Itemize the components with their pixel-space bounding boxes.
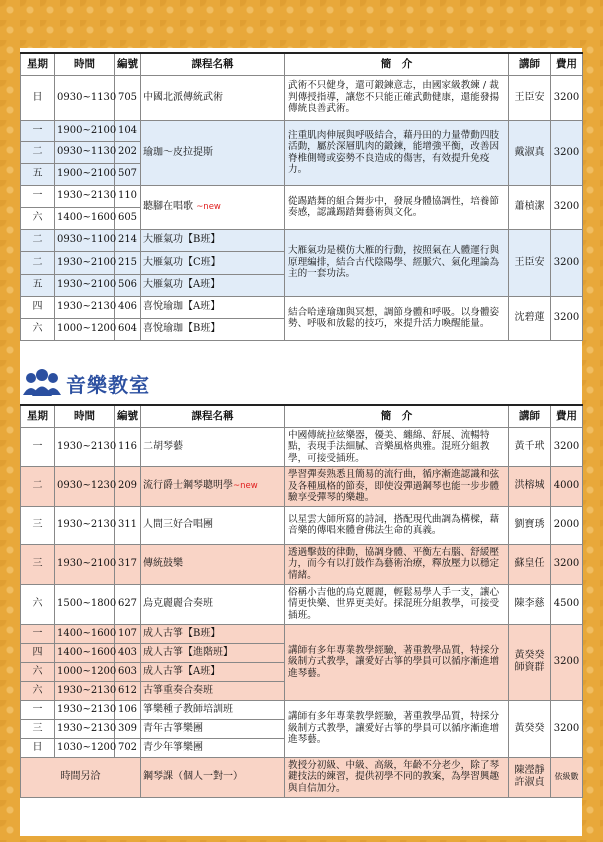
course-name: 鋼琴課（個人一對一） <box>141 757 285 797</box>
course-name: 箏樂種子教師培訓班 <box>141 700 285 719</box>
course-desc: 結合哈達瑜珈與冥想，調節身體和呼吸。以身體姿勢、呼吸和放鬆的技巧，來提升活力喚醒能量。 <box>285 296 509 340</box>
table-row: 一 1900~2100 104 瑜珈～皮拉提斯 注重肌肉伸展與呼吸結合，藉丹田的力量帶動四肢活動，屬於深層肌肉的鍛鍊，能增強平衡，改善因脊椎側彎或姿勢不良造成的傷害，有效提升免疫力。 戴淑真 3200 <box>21 120 583 141</box>
course-name: 喜悅瑜珈【B班】 <box>141 318 285 340</box>
course-name: 成人古箏【進階班】 <box>141 643 285 662</box>
table-row: 一 1930~2130 106 箏樂種子教師培訓班 講師有多年專業教學經驗，著重教學品質，特採分級制方式教學，讓愛好古箏的學員可以循序漸進增進琴藝。 黃癸癸 3200 <box>21 700 583 719</box>
fitness-table <box>20 52 583 341</box>
table-row: 日 1030~1200 702 青少年箏樂團 <box>21 738 583 757</box>
table-row: 六 1930~2130 612 古箏重奏合奏班 <box>21 681 583 700</box>
course-desc: 俗稱小吉他的烏克麗麗，輕鬆易學人手一支，讓心情更快樂、世界更美好。採混班分組教學，可接受插班。 <box>285 584 509 624</box>
fee: 3200 <box>551 700 583 757</box>
teacher: 洪榕城 <box>509 467 551 507</box>
header-course: 課程名稱 <box>141 405 285 427</box>
course-name: 青少年箏樂團 <box>141 738 285 757</box>
section-title-text: 音樂教室 <box>66 372 150 397</box>
header-desc: 簡 介 <box>285 405 509 427</box>
table-row: 三 1930~2130 309 青年古箏樂團 <box>21 719 583 738</box>
table-row: 六 1000~1200 603 成人古箏【A班】 <box>21 662 583 681</box>
fee: 依級數 <box>551 757 583 797</box>
teacher: 黃癸癸 師資群 <box>509 624 551 700</box>
teacher: 蘇皇任 <box>509 544 551 584</box>
course-name: 流行爵士鋼琴聰明學~new <box>141 467 285 507</box>
course-desc: 透過擊鼓的律動，協調身體、平衡左右腦、舒緩壓力，而今有以打鼓作為藝術治療，釋放壓力以穩定情緒。 <box>285 544 509 584</box>
table-row: 日 0930~1130 705 中國北派傳統武術 武術不只健身，還可鍛鍊意志，由國家級教練 / 裁判傳授指導，讓您不只能正確武動健康，還能發揚傳統良善武術。 王臣安 3200 <box>21 75 583 120</box>
header-teacher: 講師 <box>509 53 551 75</box>
new-badge: ~new <box>233 481 258 492</box>
music-section-title <box>22 368 150 398</box>
teacher: 劉寶琇 <box>509 506 551 544</box>
table-row: 五 1930~2100 506 大雁氣功【A班】 <box>21 274 583 296</box>
course-desc: 講師有多年專業教學經驗，著重教學品質，特採分級制方式教學，讓愛好古箏的學員可以循序漸進增進琴藝。 <box>285 700 509 757</box>
music-table <box>20 404 583 798</box>
course-desc: 武術不只健身，還可鍛鍊意志，由國家級教練 / 裁判傳授指導，讓您不只能正確武動健康，還能發揚傳統良善武術。 <box>285 75 509 120</box>
table-row: 四 1400~1600 403 成人古箏【進階班】 <box>21 643 583 662</box>
course-name: 中國北派傳統武術 <box>141 75 285 120</box>
teacher: 黃千玳 <box>509 427 551 467</box>
header-teacher: 講師 <box>509 405 551 427</box>
table-row: 三 1930~2100 317 傳統鼓樂 透過擊鼓的律動，協調身體、平衡左右腦、舒緩壓力，而今有以打鼓作為藝術治療，釋放壓力以穩定情緒。 蘇皇任 3200 <box>21 544 583 584</box>
course-desc: 從踢踏舞的組合舞步中，發展身體協調性，培養節奏感，認識踢踏舞藝術與文化。 <box>285 185 509 229</box>
teacher: 王臣安 <box>509 229 551 296</box>
course-desc: 以星雲大師所寫的詩詞，搭配現代曲調為構樑，藉音樂的傳唱來體會佛法生命的真義。 <box>285 506 509 544</box>
fee: 3200 <box>551 185 583 229</box>
fee: 4500 <box>551 584 583 624</box>
fee: 4000 <box>551 467 583 507</box>
table-row: 二 0930~1100 214 大雁氣功【B班】 大雁氣功是模仿大雁的行動，按照氣在人體運行與原理編排，結合古代陰陽學、經脈穴、氣化理論為主的一套功法。 王臣安 3200 <box>21 229 583 251</box>
table-row: 二 0930~1130 202 <box>21 141 583 163</box>
course-desc: 教授分初級、中級、高級，年齡不分老少，除了琴鍵技法的練習，提供初學不同的教案，為學習興趣與自信加分。 <box>285 757 509 797</box>
teacher: 王臣安 <box>509 75 551 120</box>
header-code: 編號 <box>115 405 141 427</box>
fee: 3200 <box>551 427 583 467</box>
table-row: 六 1000~1200 604 喜悅瑜珈【B班】 <box>21 318 583 340</box>
course-name: 烏克麗麗合奏班 <box>141 584 285 624</box>
table-row: 一 1930~2130 116 二胡琴藝 中國傳統拉絃樂器，優美、纏綿、舒展、流暢特點，表現手法細膩、音樂風格典雅。混班分組教學，可接受插班。 黃千玳 3200 <box>21 427 583 467</box>
teacher: 沈碧蓮 <box>509 296 551 340</box>
teacher: 戴淑真 <box>509 120 551 185</box>
teacher: 蕭楨潔 <box>509 185 551 229</box>
course-desc: 注重肌肉伸展與呼吸結合，藉丹田的力量帶動四肢活動，屬於深層肌肉的鍛鍊，能增強平衡，改善因脊椎側彎或姿勢不良造成的傷害，有效提升免疫力。 <box>285 120 509 185</box>
header-day: 星期 <box>21 405 55 427</box>
course-desc: 學習彈奏熟悉且簡易的流行曲，循序漸進認識和弦及各種風格的節奏，即使沒彈過鋼琴也能一步步體驗享受彈琴的樂趣。 <box>285 467 509 507</box>
table-row: 四 1930~2130 406 喜悅瑜珈【A班】 結合哈達瑜珈與冥想，調節身體和呼吸。以身體姿勢、呼吸和放鬆的技巧，來提升活力喚醒能量。 沈碧蓮 3200 <box>21 296 583 318</box>
teacher: 黃癸癸 <box>509 700 551 757</box>
people-icon <box>22 369 62 397</box>
header-time: 時間 <box>55 53 115 75</box>
course-name: 成人古箏【A班】 <box>141 662 285 681</box>
teacher: 陳李慈 <box>509 584 551 624</box>
table-row: 二 0930~1230 209 流行爵士鋼琴聰明學~new 學習彈奏熟悉且簡易的流行曲，循序漸進認識和弦及各種風格的節奏，即使沒彈過鋼琴也能一步步體驗享受彈琴的樂趣。 洪榕城 4000 <box>21 467 583 507</box>
course-name: 大雁氣功【B班】 <box>141 229 285 251</box>
table-row: 一 1400~1600 107 成人古箏【B班】 講師有多年專業教學經驗，著重教學品質，特採分級制方式教學，讓愛好古箏的學員可以循序漸進增進琴藝。 黃癸癸 師資群 3200 <box>21 624 583 643</box>
header-code: 編號 <box>115 53 141 75</box>
table-row: 時間另洽 鋼琴課（個人一對一） 教授分初級、中級、高級，年齡不分老少，除了琴鍵技法的練習，提供初學不同的教案，為學習興趣與自信加分。 陳瀅靜 許淑貞 依級數 <box>21 757 583 797</box>
course-desc: 大雁氣功是模仿大雁的行動，按照氣在人體運行與原理編排，結合古代陰陽學、經脈穴、氣化理論為主的一套功法。 <box>285 229 509 296</box>
fee: 3200 <box>551 75 583 120</box>
header-fee: 費用 <box>551 405 583 427</box>
course-desc: 中國傳統拉絃樂器，優美、纏綿、舒展、流暢特點，表現手法細膩、音樂風格典雅。混班分組教學，可接受插班。 <box>285 427 509 467</box>
table-row: 二 1930~2100 215 大雁氣功【C班】 <box>21 251 583 274</box>
header-fee: 費用 <box>551 53 583 75</box>
header-course: 課程名稱 <box>141 53 285 75</box>
course-name: 喜悅瑜珈【A班】 <box>141 296 285 318</box>
fee: 3200 <box>551 544 583 584</box>
fee: 3200 <box>551 120 583 185</box>
table-row: 一 1930~2130 110 聽腳在唱歌 ~new 從踢踏舞的組合舞步中，發展身體協調性，培養節奏感，認識踢踏舞藝術與文化。 蕭楨潔 3200 <box>21 185 583 207</box>
music-panel <box>20 404 582 806</box>
course-name: 大雁氣功【C班】 <box>141 251 285 274</box>
table-row: 三 1930~2130 311 人間三好合唱團 以星雲大師所寫的詩詞，搭配現代曲調為構樑，藉音樂的傳唱來體會佛法生命的真義。 劉寶琇 2000 <box>21 506 583 544</box>
course-name: 大雁氣功【A班】 <box>141 274 285 296</box>
fee: 3200 <box>551 229 583 296</box>
course-desc: 講師有多年專業教學經驗，著重教學品質，特採分級制方式教學，讓愛好古箏的學員可以循序漸進增進琴藝。 <box>285 624 509 700</box>
course-name: 二胡琴藝 <box>141 427 285 467</box>
course-name: 成人古箏【B班】 <box>141 624 285 643</box>
course-name: 人間三好合唱團 <box>141 506 285 544</box>
teacher: 陳瀅靜 許淑貞 <box>509 757 551 797</box>
fee: 3200 <box>551 296 583 340</box>
course-name: 古箏重奏合奏班 <box>141 681 285 700</box>
table-row: 五 1900~2100 507 <box>21 163 583 185</box>
new-badge: ~new <box>196 202 221 212</box>
fee: 2000 <box>551 506 583 544</box>
course-name: 傳統鼓樂 <box>141 544 285 584</box>
header-time: 時間 <box>55 405 115 427</box>
header-day: 星期 <box>21 53 55 75</box>
table-row: 六 1500~1800 627 烏克麗麗合奏班 俗稱小吉他的烏克麗麗，輕鬆易學人手一支，讓心情更快樂、世界更美好。採混班分組教學，可接受插班。 陳李慈 4500 <box>21 584 583 624</box>
fee: 3200 <box>551 624 583 700</box>
course-name: 青年古箏樂團 <box>141 719 285 738</box>
course-name: 瑜珈～皮拉提斯 <box>141 120 285 185</box>
course-name: 聽腳在唱歌 ~new <box>141 185 285 229</box>
header-desc: 簡 介 <box>285 53 509 75</box>
table-row: 六 1400~1600 605 <box>21 207 583 229</box>
